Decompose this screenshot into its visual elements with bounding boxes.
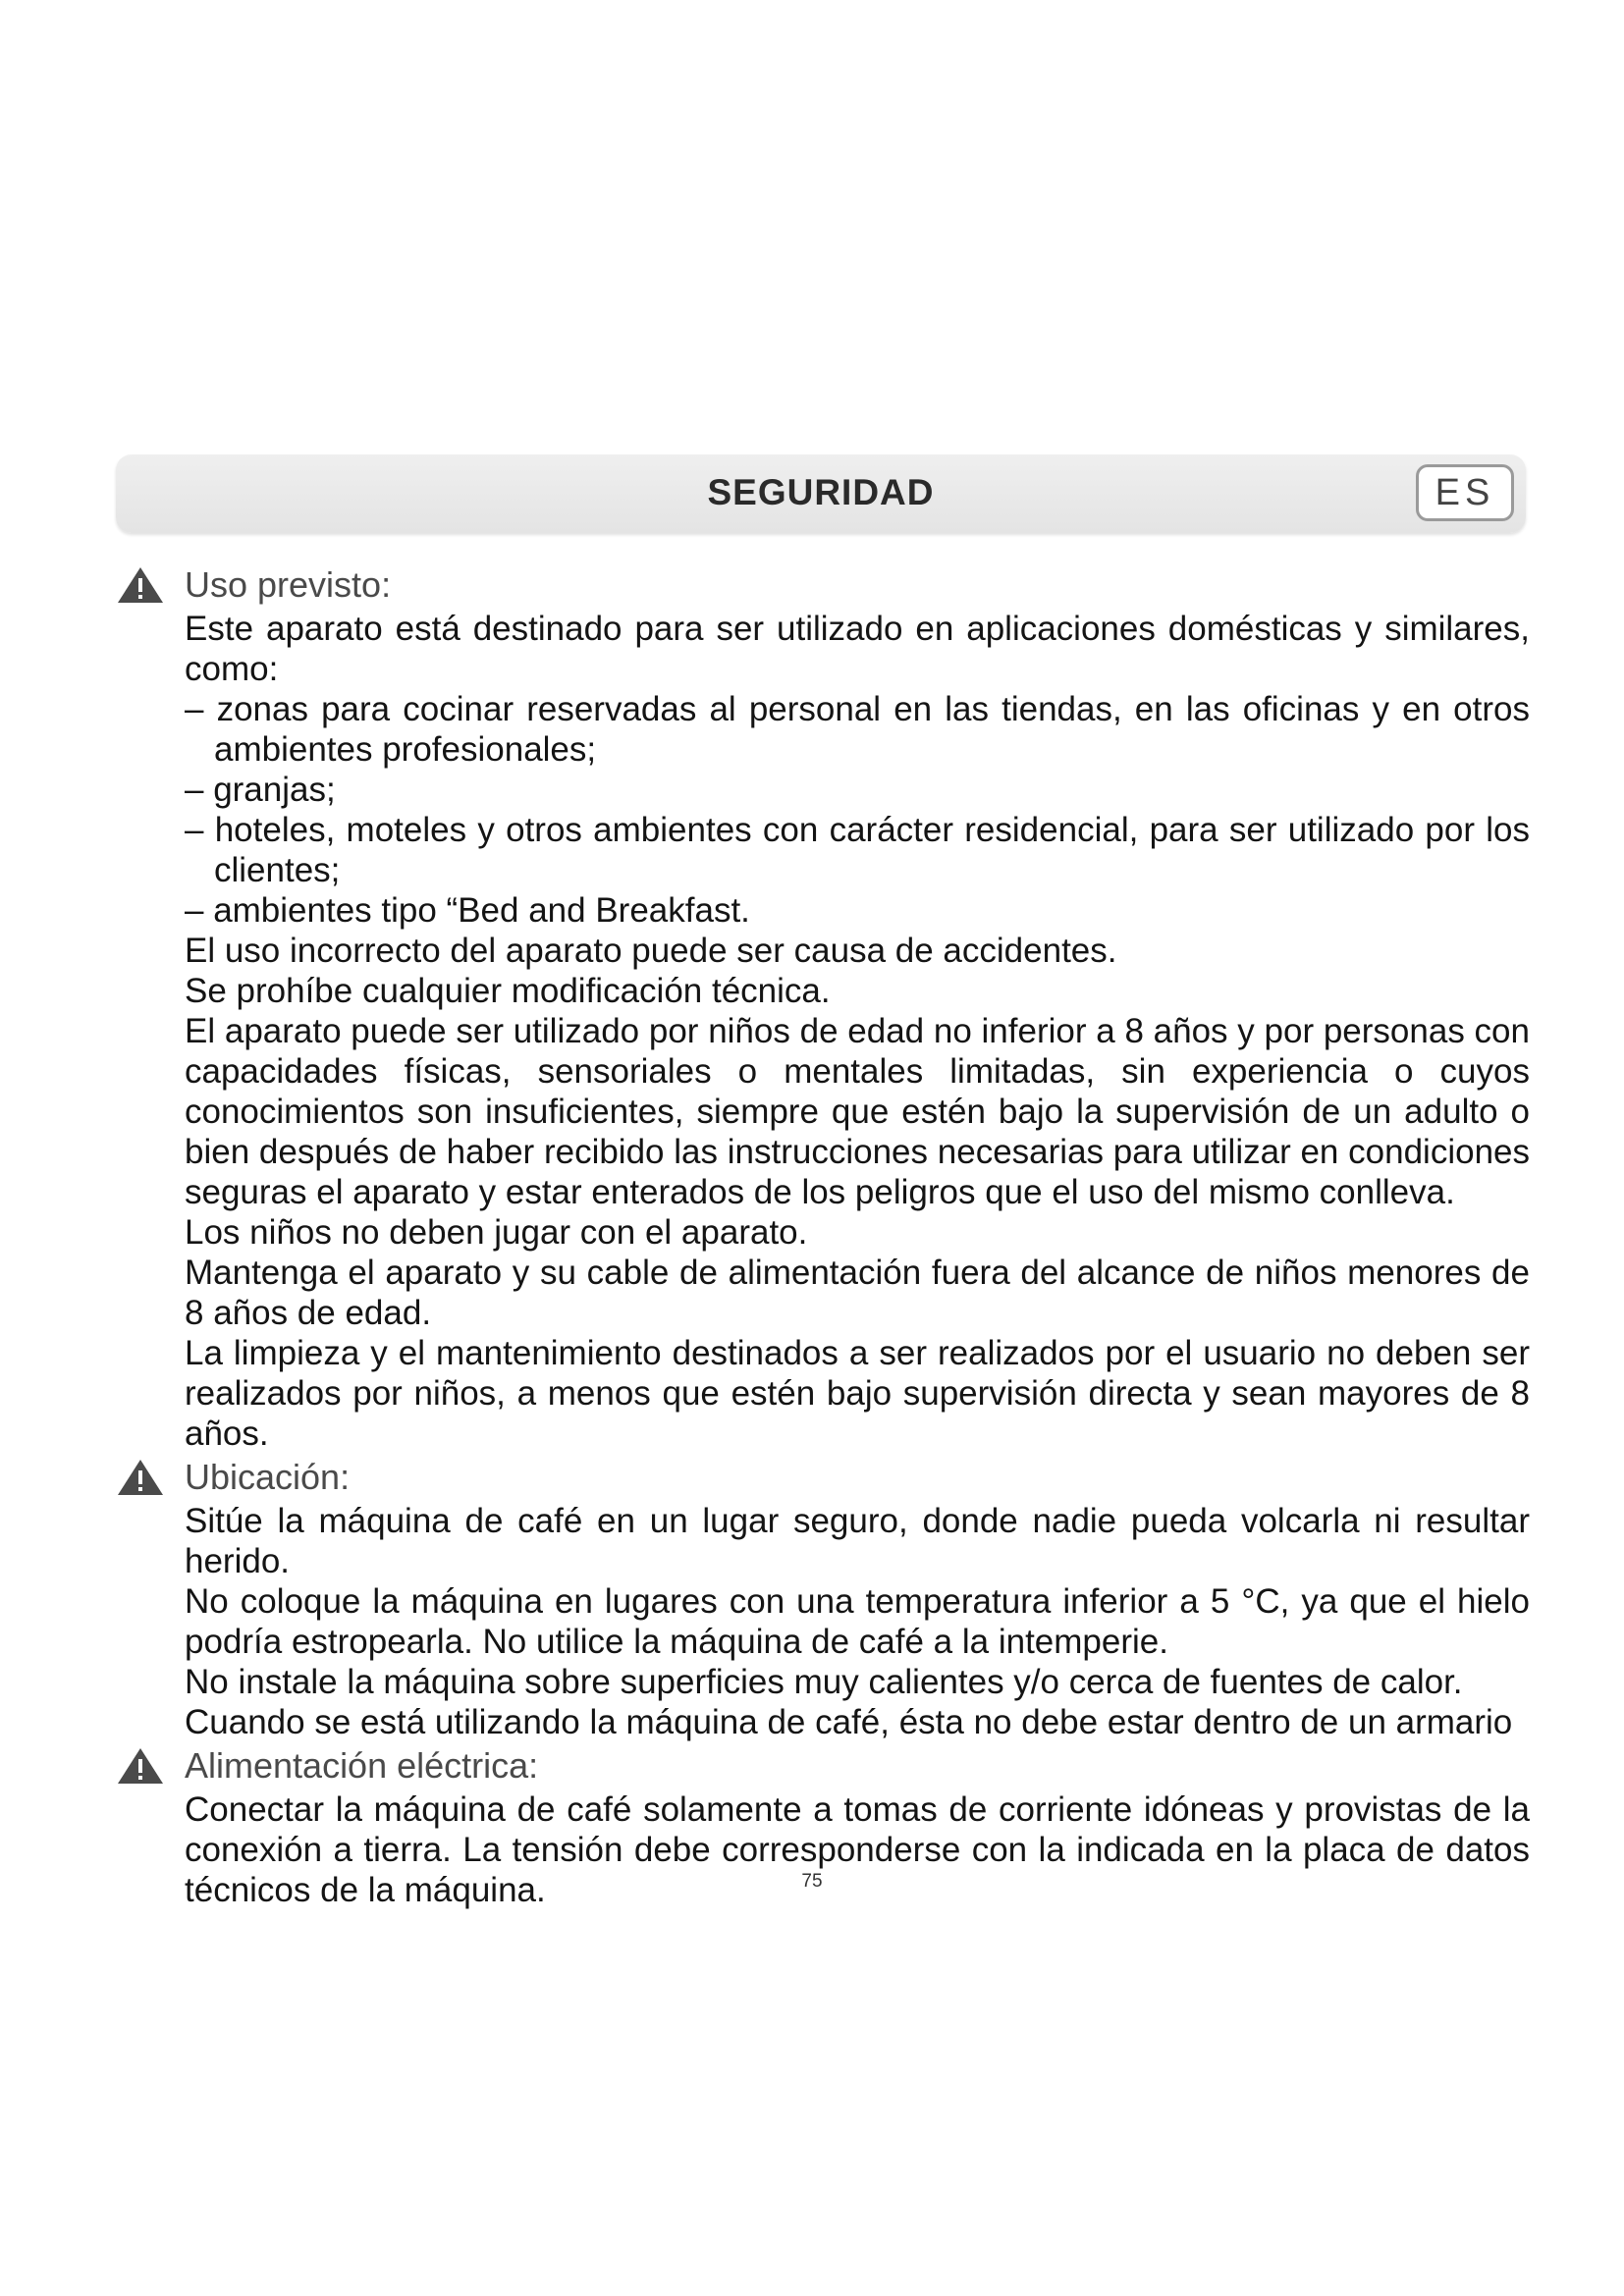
list-item: – granjas; — [185, 771, 336, 809]
section-intended-use — [116, 561, 1530, 1454]
section-header-bar — [116, 454, 1526, 533]
paragraph: Sitúe la máquina de café en un lugar seguro, donde nadie pueda volcarla ni resultar herido. — [185, 1502, 1530, 1580]
section-title: Alimentación eléctrica: — [185, 1745, 539, 1786]
paragraph: El uso incorrecto del aparato puede ser causa de accidentes. — [185, 932, 1117, 970]
paragraph: Los niños no deben jugar con el aparato. — [185, 1213, 808, 1252]
list-item: – zonas para cocinar reservadas al personal en las tiendas, en las oficinas y en otros ambientes profesionales; — [185, 690, 1530, 769]
paragraph: Este aparato está destinado para ser utilizado en aplicaciones domésticas y similares, como: — [185, 610, 1530, 688]
warning-triangle-icon — [116, 1458, 165, 1497]
list-item: – hoteles, moteles y otros ambientes con carácter residencial, para ser utilizado por los clientes; — [185, 811, 1530, 889]
warning-triangle-icon — [116, 1746, 165, 1786]
paragraph: Conectar la máquina de café solamente a tomas de corriente idóneas y provistas de la conexión a tierra. La tensión debe corresponderse con la indicada en la placa de datos técnicos de la máquina. — [185, 1790, 1530, 1909]
section-heading — [116, 561, 1530, 609]
list-item: – ambientes tipo “Bed and Breakfast. — [185, 891, 750, 930]
paragraph: Cuando se está utilizando la máquina de café, ésta no debe estar dentro de un armario — [185, 1703, 1513, 1741]
page-number: 75 — [801, 1871, 823, 1892]
paragraph: No coloque la máquina en lugares con una temperatura inferior a 5 °C, ya que el hielo podría estropearla. No utilice la máquina de café a la intemperie. — [185, 1582, 1530, 1661]
language-badge: ES — [1416, 464, 1514, 521]
section-body — [185, 609, 1530, 1454]
paragraph: El aparato puede ser utilizado por niños de edad no inferior a 8 años y por personas con capacidades físicas, sensoriales o mentales limitadas, sin experiencia o cuyos conocimientos son insuficientes, siempre que estén bajo la supervisión de un adulto o bien después de haber recibido las instrucciones necesarias para utilizar en condiciones seguras el aparato y estar enterados de los peligros que el uso del mismo conlleva. — [185, 1012, 1530, 1211]
section-body — [185, 1501, 1530, 1742]
paragraph: Mantenga el aparato y su cable de alimentación fuera del alcance de niños menores de 8 años de edad. — [185, 1254, 1530, 1332]
section-location — [116, 1454, 1530, 1742]
warning-triangle-icon — [116, 565, 165, 605]
paragraph: La limpieza y el mantenimiento destinados a ser realizados por el usuario no deben ser realizados por niños, a menos que estén bajo supervisión directa y sean mayores de 8 años. — [185, 1334, 1530, 1453]
paragraph: Se prohíbe cualquier modificación técnica. — [185, 972, 831, 1010]
section-heading — [116, 1454, 1530, 1501]
section-title: Uso previsto: — [185, 564, 392, 605]
paragraph: No instale la máquina sobre superficies muy calientes y/o cerca de fuentes de calor. — [185, 1663, 1463, 1701]
section-heading — [116, 1742, 1530, 1789]
safety-content — [116, 561, 1530, 1910]
section-title: Ubicación: — [185, 1457, 351, 1497]
page-title: SEGURIDAD — [707, 472, 935, 512]
